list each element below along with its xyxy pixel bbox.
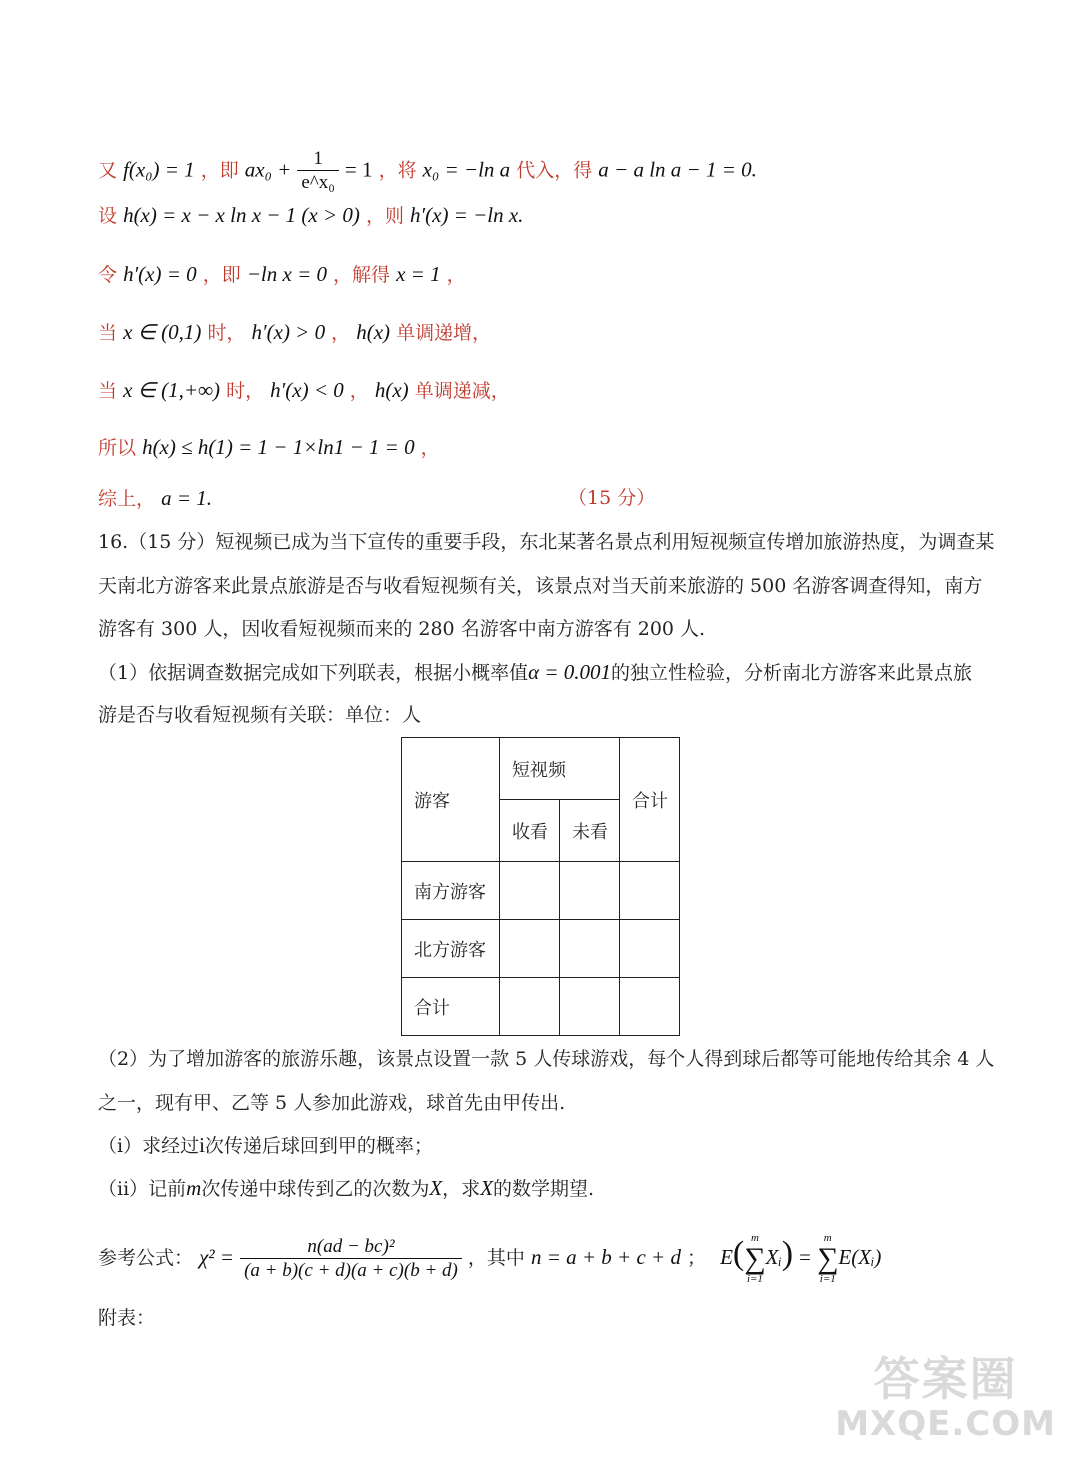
math-expression: x ∈ (1,+∞) — [123, 378, 221, 402]
math-expression: Xᵢ — [765, 1245, 782, 1269]
summation — [817, 1232, 838, 1286]
math-expression: a = 1. — [161, 486, 212, 510]
right-paren: ) — [781, 1235, 794, 1272]
math-expression: h(x) — [356, 320, 391, 344]
solution-line-2 — [98, 203, 523, 228]
math-expression: X — [429, 1176, 443, 1200]
fraction — [297, 148, 338, 195]
solution-text: ， — [420, 437, 440, 459]
solution-text: 综上， — [98, 488, 156, 510]
table-subheader-nowatch: 未看 — [560, 800, 620, 862]
fraction-numerator: n(ad − bc)² — [240, 1236, 462, 1259]
solution-text: ，解得 — [333, 264, 391, 286]
math-expression: i — [199, 1133, 205, 1157]
problem-16-line-3: 游客有 300 人，因收看短视频而来的 280 名游客中南方游客有 200 人. — [98, 618, 706, 640]
question-2-line-1: （2）为了增加游客的旅游乐趣，该景点设置一款 5 人传球游戏，每个人得到球后都等可能地传给其余 4 人 — [98, 1048, 995, 1070]
solution-line-7 — [98, 486, 212, 511]
solution-line-4 — [98, 320, 491, 345]
solution-text: ， — [446, 264, 466, 286]
left-paren: ( — [732, 1235, 745, 1272]
chi-square-fraction — [240, 1236, 462, 1283]
question-1-line-1 — [98, 660, 984, 685]
solution-text: 设 — [98, 205, 118, 227]
question-text: 次传递中球传到乙的次数为 — [201, 1178, 430, 1200]
math-expression: −ln x = 0 — [246, 262, 327, 286]
table-cell — [500, 862, 560, 920]
equals-sign: = — [799, 1245, 812, 1269]
appendix-label: 附表： — [98, 1307, 156, 1329]
chi-square-symbol: χ² = — [199, 1245, 235, 1269]
question-1-line-2: 游是否与收看短视频有关联：单位：人 — [98, 704, 422, 726]
sigma-icon: ∑ — [744, 1242, 766, 1275]
solution-text: ， — [349, 380, 369, 402]
watermark-logo — [835, 1353, 1056, 1443]
table-row — [402, 978, 680, 1036]
solution-text: ，即 — [200, 159, 239, 182]
table-cell — [620, 862, 680, 920]
sigma-icon: ∑ — [817, 1242, 839, 1275]
solution-text: ，即 — [202, 264, 241, 286]
question-text: 的数学期望. — [493, 1178, 595, 1200]
table-row — [402, 862, 680, 920]
math-expression: x ∈ (0,1) — [123, 320, 202, 344]
solution-text: 单调递减， — [414, 380, 510, 402]
table-cell — [500, 978, 560, 1036]
math-expression: h′(x) < 0 — [270, 378, 344, 402]
math-expression: n = a + b + c + d — [530, 1245, 681, 1269]
solution-line-5 — [98, 378, 510, 403]
math-expression: h(x) = x − x ln x − 1 (x > 0) — [123, 203, 360, 227]
table-cell — [620, 978, 680, 1036]
question-text: ，求 — [442, 1178, 481, 1200]
math-expression: m — [186, 1176, 202, 1200]
math-expression: = 1 — [344, 157, 373, 182]
watermark-line-1: 答案圈 — [873, 1352, 1018, 1406]
math-expression: h′(x) = 0 — [123, 262, 197, 286]
math-expression: h(x) — [374, 378, 409, 402]
fraction-numerator: 1 — [297, 148, 338, 171]
solution-text: 当 — [98, 380, 118, 402]
expectation-symbol: E — [720, 1245, 733, 1269]
sum-lower-limit: i=1 — [746, 1273, 763, 1285]
solution-line-1 — [98, 148, 757, 195]
math-expression: X — [480, 1176, 494, 1200]
solution-text: 所以 — [98, 437, 137, 459]
problem-16-line-2: 天南北方游客来此景点旅游是否与收看短视频有关，该景点对当天前来旅游的 500 名游客调查得知，南方 — [98, 575, 983, 597]
table-header-guest: 游客 — [402, 738, 500, 862]
math-expression: ax₀ + — [244, 157, 292, 182]
table-header-total: 合计 — [620, 738, 680, 862]
question-text: 次传递后球回到甲的概率； — [204, 1135, 433, 1157]
formula-text: ，其中 — [467, 1247, 525, 1269]
sum-upper-limit: m — [750, 1232, 759, 1244]
solution-text: 又 — [98, 159, 118, 182]
math-expression: x₀ = −ln a — [422, 157, 511, 182]
solution-text: 时， — [226, 380, 265, 402]
table-row — [402, 920, 680, 978]
subquestion-i — [98, 1133, 984, 1158]
question-2-line-2: 之一，现有甲、乙等 5 人参加此游戏，球首先由甲传出. — [98, 1092, 566, 1114]
sum-lower-limit: i=1 — [819, 1273, 836, 1285]
formula-text: ； — [687, 1247, 707, 1269]
math-expression: a − a ln a − 1 = 0. — [598, 157, 757, 182]
solution-text: ，将 — [378, 159, 417, 182]
watermark-line-2: MXQE.COM — [835, 1404, 1056, 1444]
question-text: （ii）记前 — [98, 1178, 187, 1200]
question-text: （1）依据调查数据完成如下列联表，根据小概率值 — [98, 662, 529, 684]
problem-16-line-1: 16.（15 分）短视频已成为当下宣传的重要手段，东北某著名景点利用短视频宣传增加旅游热度，为调查某 — [98, 531, 995, 553]
math-expression: h(x) ≤ h(1) = 1 − 1×ln1 − 1 = 0 — [142, 435, 415, 459]
summation — [744, 1232, 765, 1286]
fraction-denominator: e^x₀ — [301, 172, 335, 193]
solution-text: 时， — [207, 322, 246, 344]
table-row-label: 北方游客 — [402, 920, 500, 978]
math-expression: α = 0.001 — [528, 660, 612, 684]
contingency-table — [401, 737, 680, 1036]
table-row-label: 南方游客 — [402, 862, 500, 920]
sum-upper-limit: m — [823, 1232, 832, 1244]
math-expression: x = 1 — [396, 262, 441, 286]
fraction-denominator: (a + b)(c + d)(a + c)(b + d) — [244, 1259, 458, 1281]
solution-text: 单调递增， — [396, 322, 492, 344]
table-cell — [560, 920, 620, 978]
subquestion-ii — [98, 1176, 984, 1201]
solution-line-6 — [98, 435, 440, 460]
math-expression: h′(x) = −ln x. — [410, 203, 524, 227]
solution-text: 代入，得 — [516, 159, 593, 182]
table-subheader-watch: 收看 — [500, 800, 560, 862]
solution-text: 令 — [98, 264, 118, 286]
solution-text: 当 — [98, 322, 118, 344]
reference-formula — [98, 1222, 984, 1286]
score-label: （15 分） — [568, 487, 656, 509]
table-row-label: 合计 — [402, 978, 500, 1036]
formula-label: 参考公式： — [98, 1247, 194, 1269]
table-cell — [500, 920, 560, 978]
solution-text: ， — [331, 322, 351, 344]
table-cell — [560, 862, 620, 920]
question-text: （i）求经过 — [98, 1135, 200, 1157]
solution-line-3 — [98, 262, 466, 287]
table-cell — [620, 920, 680, 978]
question-text: 的独立性检验，分析南北方游客来此景点旅 — [611, 662, 973, 684]
math-expression: h′(x) > 0 — [251, 320, 326, 344]
table-cell — [560, 978, 620, 1036]
math-expression: E(Xᵢ) — [838, 1245, 882, 1269]
solution-text: ，则 — [365, 205, 404, 227]
math-expression: f(x₀) = 1 — [123, 157, 195, 182]
table-header-video: 短视频 — [500, 738, 620, 800]
